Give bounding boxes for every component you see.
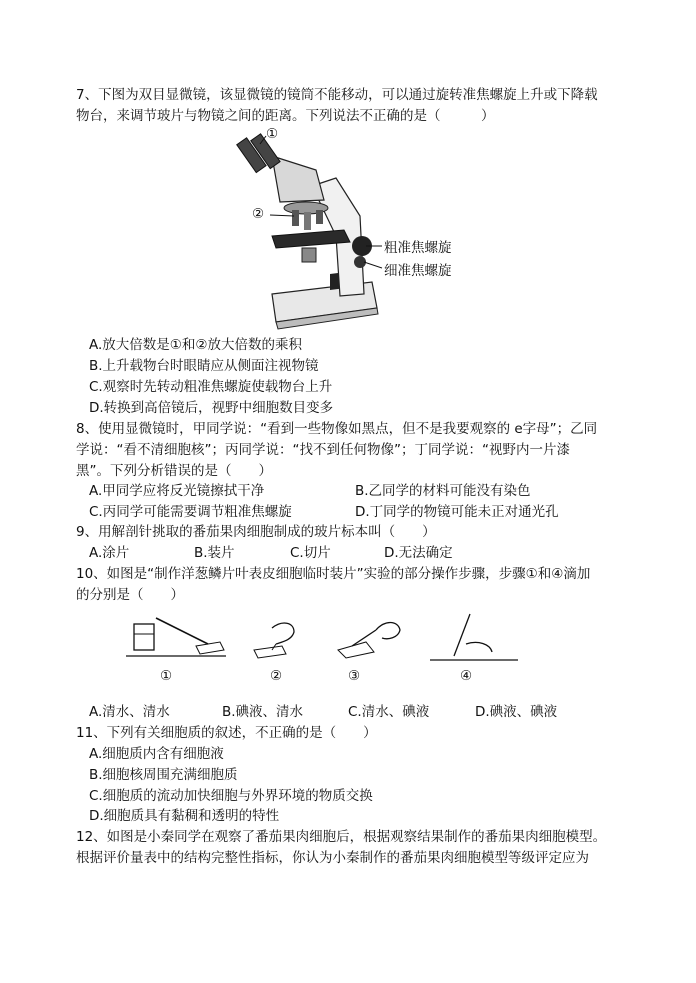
- microscope-drawing: [232, 126, 472, 334]
- slide-steps-figure: [126, 610, 526, 690]
- q10-text-line1: 10、如图是“制作洋葱鳞片叶表皮细胞临时装片”实验的部分操作步骤，步骤①和④滴加: [76, 566, 591, 582]
- fine-focus-label: 细准焦螺旋: [384, 263, 452, 279]
- step-label-4: ④: [460, 668, 473, 684]
- q8-option-b: B.乙同学的材料可能没有染色: [355, 483, 531, 499]
- q7-text-line1: 7、下图为双目显微镜，该显微镜的镜筒不能移动，可以通过旋转准焦螺旋上升或下降载: [76, 87, 598, 103]
- q9-option-a: A.涂片: [89, 545, 130, 561]
- q7-text-line2: 物台，来调节玻片与物镜之间的距离。下列说法不正确的是（ ）: [76, 108, 495, 124]
- q10-option-c: C.清水、碘液: [348, 704, 430, 720]
- q10-text-line2: 的分别是（ ）: [76, 587, 184, 603]
- q12-text-line2: 根据评价量表中的结构完整性指标，你认为小秦制作的番茄果肉细胞模型等级评定应为: [76, 850, 589, 866]
- q9-option-d: D.无法确定: [384, 545, 453, 561]
- q8-option-d: D.丁同学的物镜可能未正对通光孔: [355, 504, 559, 520]
- q8-option-c: C.丙同学可能需要调节粗准焦螺旋: [89, 504, 292, 520]
- microscope-figure: [232, 126, 472, 334]
- coarse-focus-label: 粗准焦螺旋: [384, 240, 452, 256]
- microscope-label-1: ①: [266, 126, 279, 142]
- q8-text-line1: 8、使用显微镜时，甲同学说：“看到一些物像如黑点，但不是我要观察的 e字母”；乙同: [76, 421, 598, 437]
- step-label-3: ③: [348, 668, 361, 684]
- q9-text: 9、用解剖针挑取的番茄果肉细胞制成的玻片标本叫（ ）: [76, 524, 436, 540]
- q7-option-b: B.上升载物台时眼睛应从侧面注视物镜: [89, 358, 319, 374]
- step-label-1: ①: [160, 668, 173, 684]
- q11-option-a: A.细胞质内含有细胞液: [89, 746, 224, 762]
- q10-option-b: B.碘液、清水: [222, 704, 304, 720]
- q11-option-c: C.细胞质的流动加快细胞与外界环境的物质交换: [89, 788, 373, 804]
- q9-option-b: B.装片: [194, 545, 235, 561]
- q8-text-line3: 黑”。下列分析错误的是（ ）: [76, 463, 272, 479]
- q7-option-c: C.观察时先转动粗准焦螺旋使载物台上升: [89, 379, 333, 395]
- q11-text: 11、下列有关细胞质的叙述，不正确的是（ ）: [76, 725, 377, 741]
- step-label-2: ②: [270, 668, 283, 684]
- q8-option-a: A.甲同学应将反光镜擦拭干净: [89, 483, 265, 499]
- microscope-label-2: ②: [252, 206, 265, 222]
- q11-option-d: D.细胞质具有黏稠和透明的特性: [89, 808, 280, 824]
- q8-text-line2: 学说：“看不清细胞核”；丙同学说：“找不到任何物像”；丁同学说：“视野内一片漆: [76, 442, 570, 458]
- q10-option-d: D.碘液、碘液: [475, 704, 558, 720]
- q11-option-b: B.细胞核周围充满细胞质: [89, 767, 238, 783]
- q7-option-a: A.放大倍数是①和②放大倍数的乘积: [89, 337, 302, 353]
- q9-option-c: C.切片: [290, 545, 331, 561]
- q12-text-line1: 12、如图是小秦同学在观察了番茄果肉细胞后，根据观察结果制作的番茄果肉细胞模型。: [76, 829, 607, 845]
- q10-option-a: A.清水、清水: [89, 704, 170, 720]
- q7-option-d: D.转换到高倍镜后，视野中细胞数目变多: [89, 400, 334, 416]
